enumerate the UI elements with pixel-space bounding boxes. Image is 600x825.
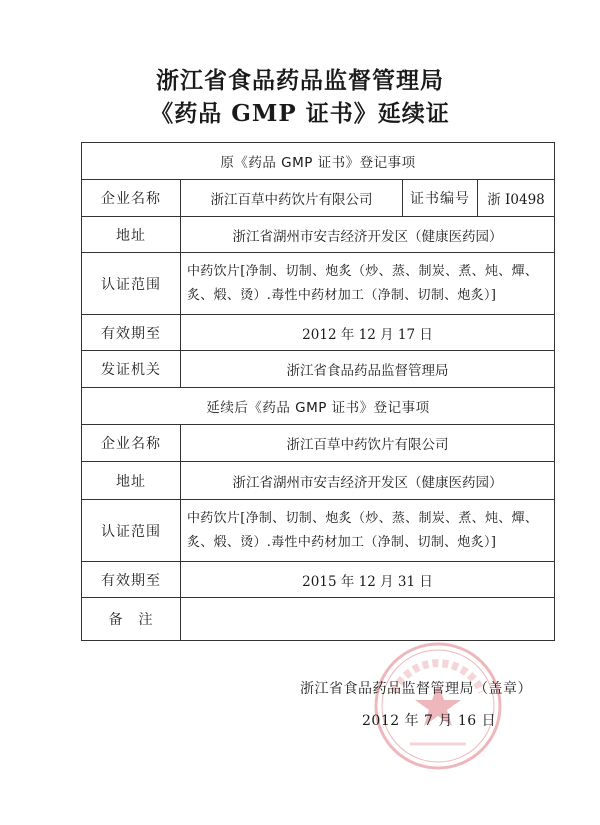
- document-title: 《药品 GMP 证书》延续证: [150, 100, 450, 127]
- original-company-label: 企业名称: [82, 180, 181, 217]
- renewed-valid-label: 有效期至: [82, 562, 181, 598]
- footer-date: 2012 年 7 月 16 日: [362, 713, 497, 729]
- renewed-address-label: 地址: [82, 462, 181, 500]
- renewed-section-row: [82, 388, 555, 425]
- original-section-header: 原《药品 GMP 证书》登记事项: [82, 143, 555, 180]
- renewed-valid-value: 2015 年 12 月 31 日: [181, 562, 555, 598]
- renewed-scope-value: [181, 500, 555, 562]
- original-authority-label: 发证机关: [82, 351, 181, 388]
- renewed-scope-line-1: 中药饮片[净制、切制、炮炙（炒、蒸、制炭、煮、炖、燀、: [187, 510, 539, 526]
- original-scope-line-1: 中药饮片[净制、切制、炮炙（炒、蒸、制炭、煮、炖、燀、: [187, 263, 539, 279]
- issuer-title: 浙江省食品药品监督管理局: [156, 67, 444, 94]
- original-valid-value: 2012 年 12 月 17 日: [181, 315, 555, 351]
- original-address-value: 浙江省湖州市安吉经济开发区（健康医药园）: [181, 217, 555, 253]
- original-scope-value: [181, 253, 555, 315]
- original-company-row: [82, 180, 555, 217]
- remarks-row: [82, 598, 555, 641]
- renewed-address-row: [82, 462, 555, 500]
- renewed-company-value: 浙江百草中药饮片有限公司: [181, 425, 555, 462]
- cert-no-value: 浙 I0498: [478, 180, 555, 217]
- original-valid-row: [82, 315, 555, 351]
- renewed-company-row: [82, 425, 555, 462]
- renewed-company-label: 企业名称: [82, 425, 181, 462]
- renewed-scope-line-2: 炙、煅、烫）.毒性中药材加工（净制、切制、炮炙）]: [187, 534, 497, 550]
- renewed-address-value: 浙江省湖州市安吉经济开发区（健康医药园）: [181, 462, 555, 500]
- renewed-valid-row: [82, 562, 555, 598]
- footer-issuer: 浙江省食品药品监督管理局（盖章）: [300, 681, 532, 697]
- remarks-value: [181, 598, 555, 641]
- original-company-value: 浙江百草中药饮片有限公司: [181, 180, 403, 217]
- registration-table: [81, 142, 555, 641]
- original-authority-row: [82, 351, 555, 388]
- renewed-scope-label: 认证范围: [82, 500, 181, 562]
- original-address-label: 地址: [82, 217, 181, 253]
- original-section-row: [82, 143, 555, 180]
- original-authority-value: 浙江省食品药品监督管理局: [181, 351, 555, 388]
- cert-no-label: 证书编号: [403, 180, 478, 217]
- remarks-label: 备 注: [82, 598, 181, 641]
- renewed-scope-row: [82, 500, 555, 562]
- renewed-section-header: 延续后《药品 GMP 证书》登记事项: [82, 388, 555, 425]
- original-scope-label: 认证范围: [82, 253, 181, 315]
- original-address-row: [82, 217, 555, 253]
- original-valid-label: 有效期至: [82, 315, 181, 351]
- original-scope-row: [82, 253, 555, 315]
- original-scope-line-2: 炙、煅、烫）.毒性中药材加工（净制、切制、炮炙）]: [187, 287, 497, 303]
- official-seal-icon: [372, 640, 504, 772]
